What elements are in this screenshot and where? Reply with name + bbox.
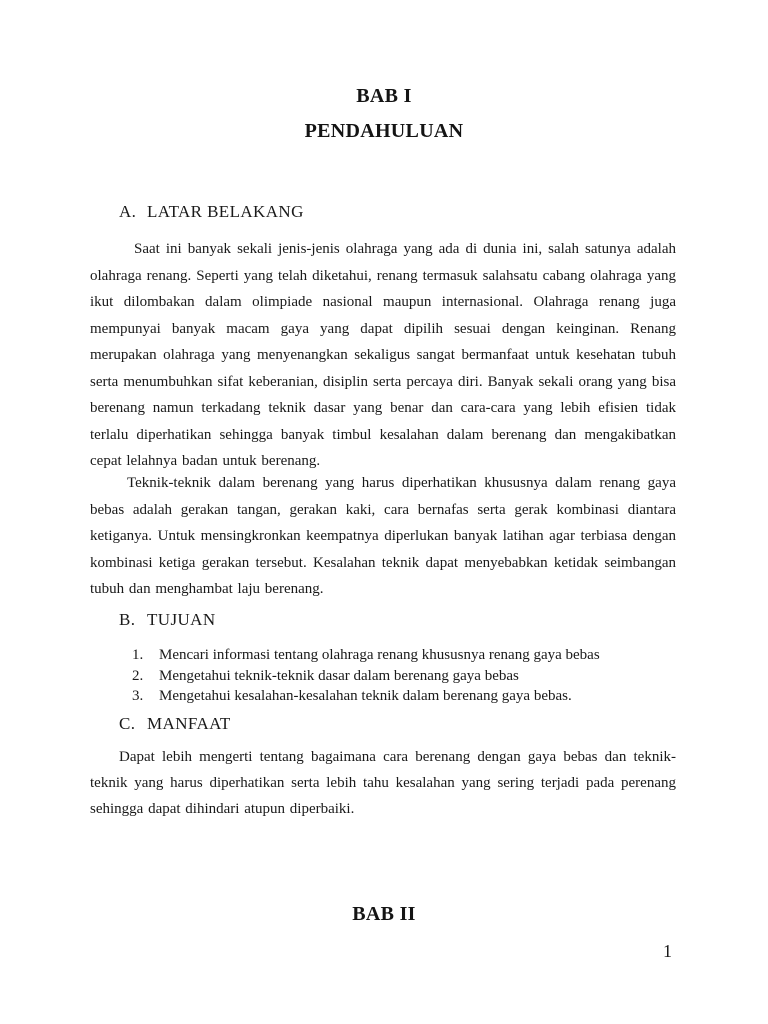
section-c-label: C. [119,714,136,733]
section-b-title: TUJUAN [147,610,216,629]
chapter-2-title: BAB II [352,903,416,925]
list-item-number: 1. [132,647,144,663]
list-item [132,666,600,687]
manfaat-paragraph: Dapat lebih mengerti tentang bagaimana cara berenang dengan gaya bebas dan teknik-teknik yang harus diperhatikan serta lebih tahu kesalahan yang sering terjadi pada perenang sehingga dapat dihindari atupun diperbaiki. [90,749,676,817]
section-b-heading [119,610,216,630]
latar-belakang-paragraph-2: Teknik-teknik dalam berenang yang harus diperhatikan khususnya dalam renang gaya bebas adalah gerakan tangan, gerakan kaki, cara bernafas serta gerak kombinasi diantara ketiganya. Untuk mensingkronkan keempatnya diperlukan banyak latihan agar terbiasa dengan kombinasi ketiga gerakan tersebut. Kesalahan teknik dapat menyebabkan ketidak seimbangan tubuh dan menghambat laju berenang. [90,475,676,597]
section-b-label: B. [119,610,136,629]
list-item [132,645,600,666]
list-item-text: Mengetahui teknik-teknik dasar dalam berenang gaya bebas [159,667,519,684]
latar-belakang-paragraph-1: Saat ini banyak sekali jenis-jenis olahraga yang ada di dunia ini, salah satunya adalah olahraga renang. Seperti yang telah diketahui, renang termasuk salahsatu cabang olahraga yang ikut dilombakan dalam olimpiade nasional maupun internasional. Olahraga renang juga mempunyai banyak macam gaya yang dapat dipilih sesuai dengan keinginan. Renang merupakan olahraga yang menyenangkan sekaligus sangat bermanfaat untuk kesehatan tubuh serta menumbuhkan sifat keberanian, disiplin serta percaya diri. Banyak sekali orang yang bisa berenang namun terkadang teknik dasar yang benar dan cara-cara yang lebih efisien tidak terlalu diperhatikan sehingga banyak timbul kesalahan dalam berenang dan mengakibatkan cepat lelahnya badan untuk berenang. [90,241,676,469]
page-number: 1 [663,941,672,961]
section-a-heading [119,202,304,222]
list-item-text: Mencari informasi tentang olahraga renang khususnya renang gaya bebas [159,647,600,663]
section-a-label: A. [119,202,137,221]
tujuan-list [132,645,600,707]
list-item-text: Mengetahui kesalahan-kesalahan teknik dalam berenang gaya bebas. [159,688,572,704]
section-c-title: MANFAAT [147,714,231,733]
section-c-heading [119,714,231,734]
chapter-1-title: BAB I [356,85,412,107]
section-a-title: LATAR BELAKANG [147,202,304,221]
list-item-number: 3. [132,688,144,704]
chapter-1-subtitle: PENDAHULUAN [304,120,464,142]
list-item-number: 2. [132,667,144,684]
list-item [132,686,600,707]
